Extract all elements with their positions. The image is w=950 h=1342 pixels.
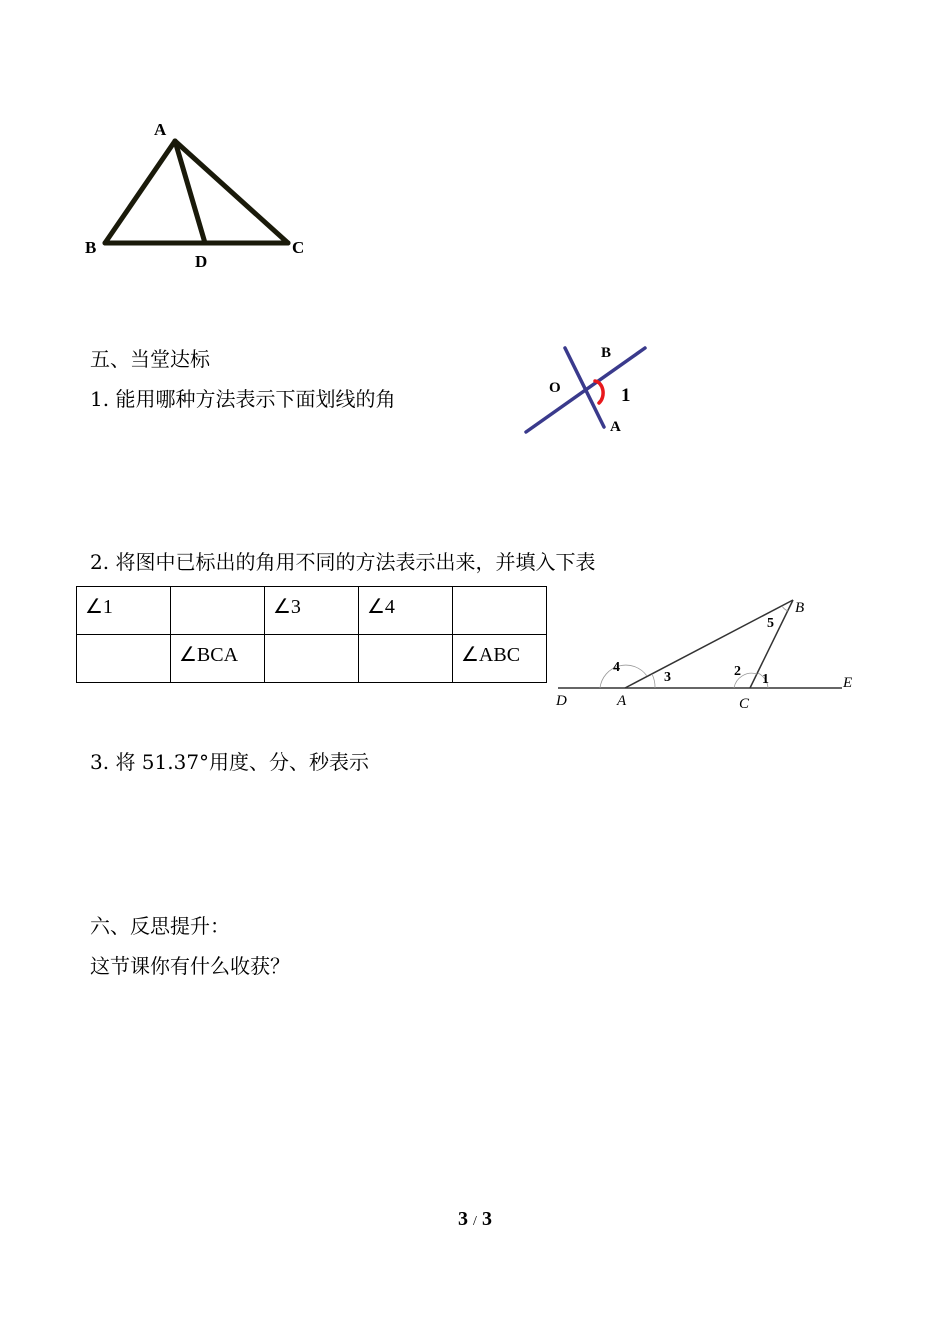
segment-cb <box>750 600 793 688</box>
table-cell <box>265 635 359 683</box>
label-a: A <box>610 419 621 435</box>
page-separator: / <box>473 1214 477 1229</box>
reflection-question: 这节课你有什么收获？ <box>90 954 290 978</box>
label-b: B <box>601 345 612 361</box>
triangle-figure <box>70 110 330 275</box>
table-cell: ∠BCA <box>171 635 265 683</box>
label-d: D <box>556 693 567 709</box>
arc-5 <box>782 606 788 611</box>
table-cell <box>171 587 265 635</box>
table-cell <box>77 635 171 683</box>
section5-title: 五、当堂达标 <box>90 347 210 371</box>
table-row <box>77 587 547 635</box>
table-cell: ∠ABC <box>453 635 547 683</box>
label-b: B <box>85 238 97 257</box>
label-5: 5 <box>767 616 774 631</box>
table-cell: ∠3 <box>265 587 359 635</box>
arc-3 <box>652 674 655 688</box>
page-current: 3 <box>458 1208 469 1230</box>
table-cell: ∠1 <box>77 587 171 635</box>
label-4: 4 <box>613 660 620 675</box>
table-cell <box>359 635 453 683</box>
question-1: 1. 能用哪种方法表示下面划线的角 <box>90 387 396 411</box>
label-2: 2 <box>734 664 741 679</box>
label-angle-1: 1 <box>621 385 631 406</box>
label-3: 3 <box>664 670 671 685</box>
line-transversal <box>565 348 604 427</box>
arc-4 <box>600 665 647 688</box>
question-3: 3. 将 51.37°用度、分、秒表示 <box>90 750 370 774</box>
table-cell <box>453 587 547 635</box>
label-c: C <box>739 696 750 712</box>
label-d: D <box>195 252 208 271</box>
section6-title: 六、反思提升： <box>90 914 230 938</box>
label-1: 1 <box>762 672 769 687</box>
segment-ab <box>105 141 175 243</box>
label-c: C <box>292 238 305 257</box>
page-number <box>0 1208 950 1231</box>
label-b: B <box>795 600 805 616</box>
label-e: E <box>843 675 853 691</box>
intersecting-lines-figure <box>515 335 665 440</box>
page-total: 3 <box>481 1208 492 1230</box>
question-2: 2. 将图中已标出的角用不同的方法表示出来，并填入下表 <box>90 550 596 574</box>
label-a: A <box>154 120 167 139</box>
label-a: A <box>617 693 627 709</box>
label-o: O <box>549 380 561 396</box>
table-row <box>77 635 547 683</box>
table-cell: ∠4 <box>359 587 453 635</box>
angles-figure <box>550 590 870 715</box>
angle-table <box>76 586 547 683</box>
